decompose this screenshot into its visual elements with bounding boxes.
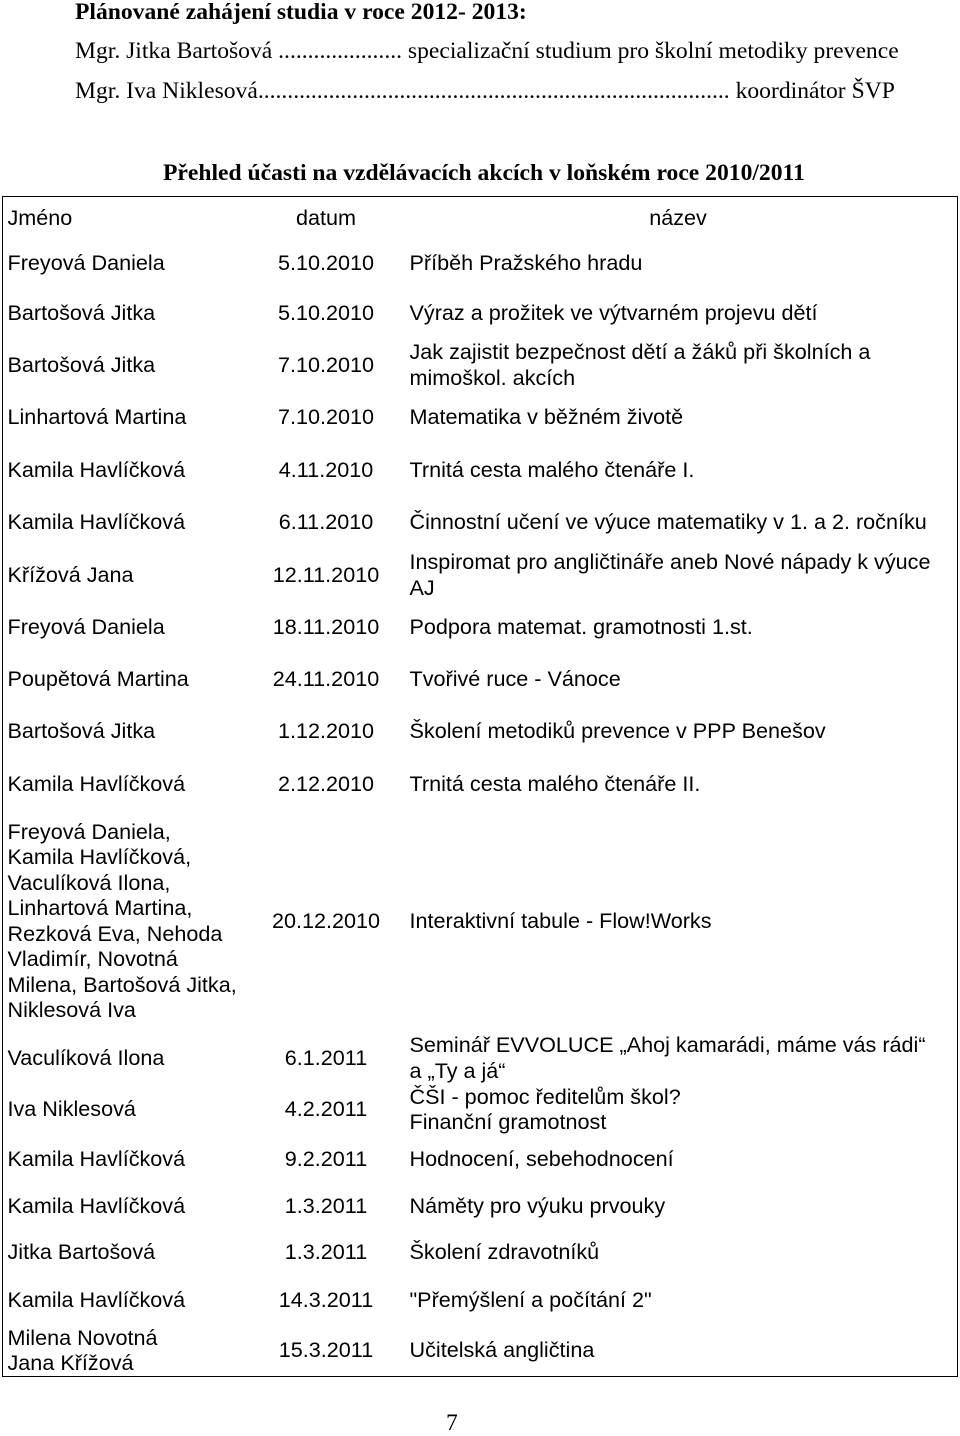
table-header-row: [3, 197, 957, 239]
participant-name: Bartošová Jitka: [7, 718, 156, 744]
participant-name-line: Milena, Bartošová Jitka,: [7, 971, 237, 997]
table-row: [3, 1084, 957, 1135]
event-date: 5.10.2010: [277, 299, 375, 325]
event-date: 6.11.2010: [278, 509, 374, 535]
participant-name: Jitka Bartošová: [7, 1239, 156, 1265]
table-row: [3, 496, 957, 549]
event-name: Trnitá cesta malého čtenáře I.: [409, 456, 695, 482]
participant-name: Freyová Daniela: [7, 613, 165, 639]
event-name: Činnostní učení ve výuce matematiky v 1. a 2. ročníku: [409, 509, 927, 535]
participant-name: Iva Niklesová: [7, 1096, 136, 1122]
column-header-name: Jméno: [7, 205, 73, 230]
participant-name: Vaculíková Ilona: [7, 1044, 165, 1070]
participant-name-line: Vladimír, Novotná: [7, 946, 178, 971]
participant-name: Kamila Havlíčková: [7, 1287, 186, 1313]
planned-studies-heading: Plánované zahájení studia v roce 2012- 2013:: [75, 0, 527, 25]
event-name: Interaktivní tabule - Flow!Works: [409, 907, 712, 933]
participant-name: Kamila Havlíčková: [7, 1145, 186, 1171]
participant-name: [3, 1325, 253, 1376]
participant-name: Bartošová Jitka: [7, 351, 156, 377]
event-name-line: Inspiromat pro angličtináře aneb Nové nápady k výuce: [409, 549, 931, 574]
event-name: Učitelská angličtina: [409, 1337, 595, 1363]
event-name: Náměty pro výuku prvouky: [409, 1192, 666, 1218]
event-name: Podpora matemat. gramotnosti 1.st.: [409, 613, 753, 639]
event-name-line: AJ: [409, 574, 435, 600]
participant-name-line: Freyová Daniela,: [7, 818, 171, 844]
table-row: [3, 1276, 957, 1325]
event-date: 20.12.2010: [271, 907, 381, 933]
event-name-line: a „Ty a já“: [409, 1057, 506, 1083]
event-name: Školení zdravotníků: [409, 1239, 600, 1265]
event-name: Příběh Pražského hradu: [409, 249, 643, 275]
participant-name: Freyová Daniela: [7, 249, 165, 275]
table-title: Přehled účasti na vzdělávacích akcích v loňském roce 2010/2011: [163, 159, 805, 186]
event-name-line: Finanční gramotnost: [409, 1109, 607, 1134]
participant-name-line: Vaculíková Ilona,: [7, 869, 171, 895]
event-name-line: Seminář EVVOLUCE „Ahoj kamarádi, máme vás rádi“: [409, 1032, 926, 1057]
page-number: 7: [446, 1410, 458, 1436]
event-name: Tvořivé ruce - Vánoce: [409, 665, 621, 691]
event-name: Trnitá cesta malého čtenáře II.: [409, 770, 701, 796]
event-name-line: ČŠI - pomoc ředitelům škol?: [409, 1083, 681, 1109]
event-name: [399, 339, 957, 390]
participant-name: [3, 819, 253, 1023]
table-row: [3, 810, 957, 1032]
participant-name: Bartošová Jitka: [7, 299, 156, 325]
event-name: "Přemýšlení a počítání 2": [409, 1287, 652, 1313]
table-row: [3, 444, 957, 496]
participant-name-line: Jana Křížová: [7, 1350, 134, 1375]
table-row: [3, 1325, 957, 1376]
planned-study-item: Mgr. Iva Niklesová................................................................................ koordinátor ŠVP: [75, 77, 895, 104]
event-date: 1.12.2010: [277, 718, 375, 744]
event-date: 12.11.2010: [272, 561, 380, 587]
column-header-event: název: [649, 205, 707, 230]
table-row: [3, 1032, 957, 1084]
table-row: [3, 653, 957, 705]
event-name: [399, 1032, 957, 1083]
event-date: 4.2.2011: [284, 1096, 368, 1122]
event-date: 14.3.2011: [278, 1287, 374, 1313]
participant-name-line: Milena Novotná: [7, 1324, 158, 1350]
participant-name: Poupětová Martina: [7, 665, 189, 691]
event-date: 5.10.2010: [277, 249, 375, 275]
participant-name: Kamila Havlíčková: [7, 770, 186, 796]
table-row: [3, 339, 957, 391]
table-row: [3, 705, 957, 758]
event-date: 7.10.2010: [277, 351, 375, 377]
event-date: 4.11.2010: [278, 456, 374, 482]
table-row: [3, 758, 957, 810]
training-table: [2, 196, 958, 1377]
event-name: [399, 549, 957, 600]
participant-name-line: Kamila Havlíčková,: [7, 844, 192, 869]
event-date: 2.12.2010: [277, 770, 375, 796]
participant-name-line: Niklesová Iva: [7, 997, 136, 1022]
event-name: Matematika v běžném životě: [409, 404, 684, 430]
event-date: 1.3.2011: [284, 1192, 368, 1218]
column-header-date: datum: [295, 205, 356, 230]
event-name-line: mimoškol. akcích: [409, 364, 576, 390]
participant-name: Kamila Havlíčková: [7, 1192, 186, 1218]
event-date: 18.11.2010: [272, 613, 380, 639]
table-row: [3, 239, 957, 287]
participant-name-line: Rezková Eva, Nehoda: [7, 920, 223, 946]
event-date: 24.11.2010: [272, 665, 380, 691]
event-date: 1.3.2011: [284, 1239, 368, 1265]
event-date: 9.2.2011: [284, 1145, 368, 1171]
participant-name: Kamila Havlíčková: [7, 509, 186, 535]
event-date: 15.3.2011: [278, 1337, 374, 1363]
table-row: [3, 391, 957, 444]
table-row: [3, 1183, 957, 1229]
participant-name: Linhartová Martina: [7, 404, 187, 430]
event-date: 7.10.2010: [277, 404, 375, 430]
participant-name: Kamila Havlíčková: [7, 456, 186, 482]
table-row: [3, 549, 957, 601]
event-name: Hodnocení, sebehodnocení: [409, 1145, 674, 1171]
table-row: [3, 1229, 957, 1276]
participant-name: Křížová Jana: [7, 561, 134, 587]
event-name: Školení metodiků prevence v PPP Benešov: [409, 718, 826, 744]
planned-study-item: Mgr. Jitka Bartošová ..................... specializační studium pro školní metodiky prevence: [75, 37, 899, 64]
event-name-line: Jak zajistit bezpečnost dětí a žáků při školních a: [409, 339, 871, 364]
participant-name-line: Linhartová Martina,: [7, 895, 193, 920]
table-row: [3, 287, 957, 339]
table-row: [3, 1135, 957, 1183]
event-date: 6.1.2011: [284, 1044, 368, 1070]
table-row: [3, 601, 957, 653]
event-name: [399, 1084, 957, 1135]
event-name: Výraz a prožitek ve výtvarném projevu dětí: [409, 299, 818, 325]
